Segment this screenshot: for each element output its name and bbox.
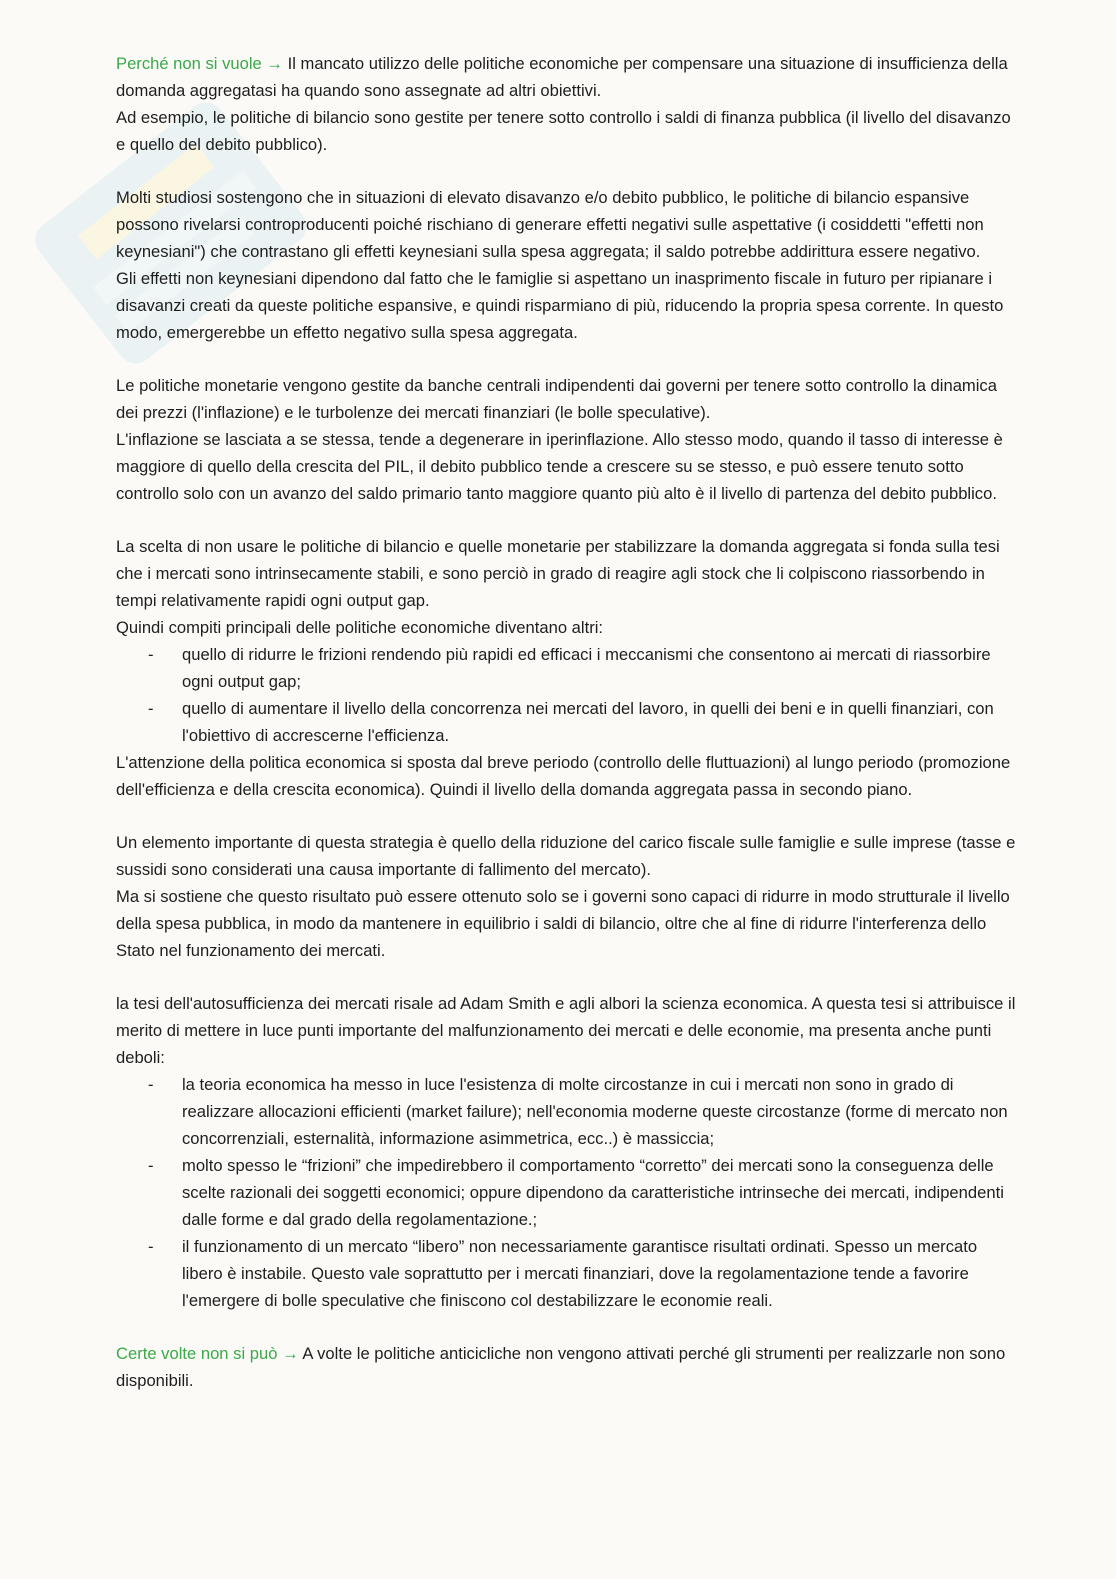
paragraph: Ma si sostiene che questo risultato può essere ottenuto solo se i governi sono capaci di ridurre in modo strutturale il livello della spesa pubblica, in modo da mantenere in equilibrio i saldi di bilancio, oltre che al fine di ridurre l'interferenza dello Stato nel funzionamento dei mercati. — [116, 887, 1010, 960]
arrow-right-icon: → — [266, 54, 283, 73]
dash-bullet: - — [148, 699, 154, 718]
section-cannot-paragraph — [116, 1340, 1016, 1394]
paragraph: Ad esempio, le politiche di bilancio sono gestite per tenere sotto controllo i saldi di finanza pubblica (il livello del disavanzo e quello del debito pubblico). — [116, 108, 1011, 154]
section-heading-certe-volte-non-si-puo: Certe volte non si può — [116, 1344, 278, 1363]
section-why-not-paragraph — [116, 50, 1016, 104]
paragraph: Quindi compiti principali delle politiche economiche diventano altri: — [116, 618, 604, 637]
lead-text: A volte le politiche anticicliche non vengono attivati perché gli strumenti per realizzarle non sono disponibili. — [116, 1344, 1006, 1390]
arrow-right-icon: → — [282, 1344, 299, 1363]
dash-bullet: - — [148, 1156, 154, 1175]
dash-bullet: - — [148, 1237, 154, 1256]
lead-text: Il mancato utilizzo delle politiche economiche per compensare una situazione di insufficienza della domanda aggregatasi ha quando sono assegnate ad altri obiettivi. — [116, 54, 1008, 100]
document-page — [116, 50, 1016, 1394]
paragraph: Gli effetti non keynesiani dipendono dal fatto che le famiglie si aspettano un inasprimento fiscale in futuro per ripianare i disavanzi creati da queste politiche espansive, e quindi risparmiano di più, riducendo la propria spesa corrente. In questo modo, emergerebbe un effetto negativo sulla spesa aggregata. — [116, 269, 1004, 342]
list-item: - la teoria economica ha messo in luce l'esistenza di molte circostanze in cui i mercati non sono in grado di realizzare allocazioni efficienti (market failure); nell'economia moderne queste circostanze (forme di mercato non concorrenziali, esternalità, informazione asimmetrica, ecc..) è massiccia; — [116, 1071, 1016, 1152]
paragraph: Le politiche monetarie vengono gestite da banche centrali indipendenti dai governi per tenere sotto controllo la dinamica dei prezzi (l'inflazione) e le turbolenze dei mercati finanziari (le bolle speculative). — [116, 376, 997, 422]
paragraph: L'inflazione se lasciata a se stessa, tende a degenerare in iperinflazione. Allo stesso modo, quando il tasso di interesse è maggiore di quello della crescita del PIL, il debito pubblico tende a crescere su se stesso, e può essere tenuto sotto controllo solo con un avanzo del saldo primario tanto maggiore quanto più alto è il livello di partenza del debito pubblico. — [116, 430, 1003, 503]
paragraph: L'attenzione della politica economica si sposta dal breve periodo (controllo delle fluttuazioni) al lungo periodo (promozione dell'efficienza e della crescita economica). Quindi il livello della domanda aggregata passa in secondo piano. — [116, 753, 1011, 799]
list-item: - quello di ridurre le frizioni rendendo più rapidi ed efficaci i meccanismi che consentono ai mercati di riassorbire ogni output gap; — [116, 641, 1016, 695]
paragraph: la tesi dell'autosufficienza dei mercati risale ad Adam Smith e agli albori la scienza economica. A questa tesi si attribuisce il merito di mettere in luce punti importante del malfunzionamento dei mercati e delle economie, ma presenta anche punti deboli: — [116, 994, 1016, 1067]
list-item: - molto spesso le “frizioni” che impedirebbero il comportamento “corretto” dei mercati sono la conseguenza delle scelte razionali dei soggetti economici; oppure dipendono da caratteristiche intrinseche dei mercati, indipendenti dalle forme e dal grado della regolamentazione.; — [116, 1152, 1016, 1233]
list-item: - quello di aumentare il livello della concorrenza nei mercati del lavoro, in quelli dei beni e in quelli finanziari, con l'obiettivo di accrescerne l'efficienza. — [116, 695, 1016, 749]
dash-bullet: - — [148, 645, 154, 664]
dash-bullet: - — [148, 1075, 154, 1094]
section-heading-perche-non-si-vuole: Perché non si vuole — [116, 54, 262, 73]
list-item: - il funzionamento di un mercato “libero” non necessariamente garantisce risultati ordinati. Spesso un mercato libero è instabile. Questo vale soprattutto per i mercati finanziari, dove la regolamentazione tende a favorire l'emergere di bolle speculative che finiscono col destabilizzare le economie reali. — [116, 1233, 1016, 1314]
bullet-list — [116, 1071, 1016, 1314]
paragraph: La scelta di non usare le politiche di bilancio e quelle monetarie per stabilizzare la domanda aggregata si fonda sulla tesi che i mercati sono intrinsecamente stabili, e sono perciò in grado di reagire agli stock che li colpiscono riassorbendo in tempi relativamente rapidi ogni output gap. — [116, 537, 1000, 610]
bullet-list — [116, 641, 1016, 749]
paragraph: Un elemento importante di questa strategia è quello della riduzione del carico fiscale sulle famiglie e sulle imprese (tasse e sussidi sono considerati una causa importante di fallimento del mercato). — [116, 833, 1016, 879]
paragraph: Molti studiosi sostengono che in situazioni di elevato disavanzo e/o debito pubblico, le politiche di bilancio espansive possono rivelarsi controproducenti poiché rischiano di generare effetti negativi sulle aspettative (i cosiddetti "effetti non keynesiani") che contrastano gli effetti keynesiani sulla spesa aggregata; il saldo potrebbe addirittura essere negativo. — [116, 188, 984, 261]
